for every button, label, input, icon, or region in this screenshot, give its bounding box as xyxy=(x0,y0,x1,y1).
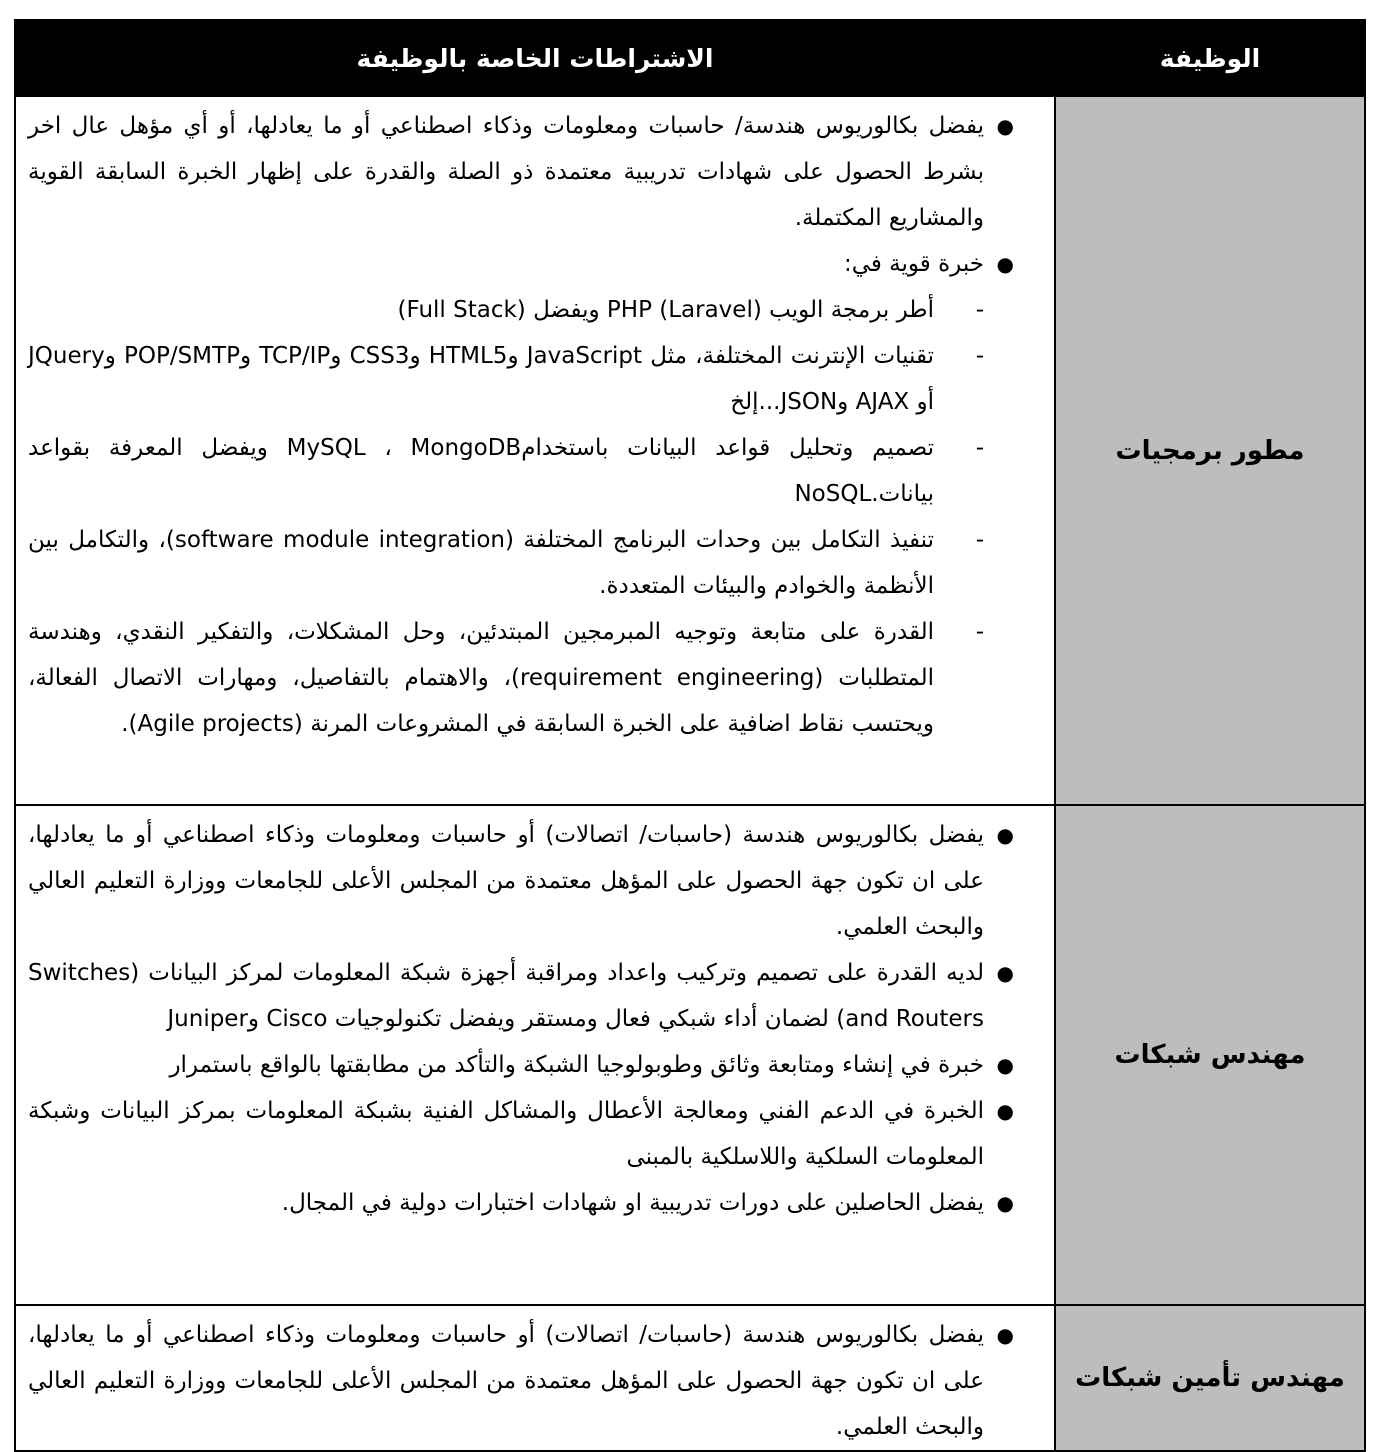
sub-requirement-text: تنفيذ التكامل بين وحدات البرنامج المختلفة (software module integration)، والتكامل بين الأنظمة والخوادم والبيئات المتعددة. xyxy=(28,527,934,599)
requirement-text: الخبرة في الدعم الفني ومعالجة الأعطال والمشاكل الفنية بشبكة المعلومات بمركز البيانات وشبكة المعلومات السلكية واللاسلكية بالمبنى xyxy=(28,1098,984,1170)
requirement-item xyxy=(28,1088,1040,1180)
bullet-icon: ● xyxy=(996,1323,1014,1347)
requirements-list xyxy=(28,812,1040,1226)
sub-requirement-text: القدرة على متابعة وتوجيه المبرمجين المبتدئين، وحل المشكلات، والتفكير النقدي، وهندسة المتطلبات (requirement engineering)، والاهتمام بالتفاصيل، ومهارات الاتصال الفعالة، ويحتسب نقاط اضافية على الخبرة السابقة في المشروعات المرنة (Agile projects). xyxy=(28,619,934,737)
job-row xyxy=(15,1305,1365,1451)
requirements-cell xyxy=(15,1305,1055,1451)
bullet-icon: ● xyxy=(996,252,1014,276)
sub-requirement-item xyxy=(28,609,984,747)
requirement-item xyxy=(28,1312,1040,1450)
dash-icon: - xyxy=(975,527,984,553)
bullet-icon: ● xyxy=(996,114,1014,138)
dash-icon: - xyxy=(975,297,984,323)
sub-requirement-item xyxy=(28,287,984,333)
sub-requirement-item xyxy=(28,333,984,425)
requirements-list xyxy=(28,1312,1040,1450)
requirement-text: يفضل بكالوريوس هندسة (حاسبات/ اتصالات) أو حاسبات ومعلومات وذكاء اصطناعي أو ما يعادلها، على ان تكون جهة الحصول على المؤهل معتمدة من المجلس الأعلى للجامعات ووزارة التعليم العالي والبحث العلمي. xyxy=(28,1322,984,1440)
requirements-cell xyxy=(15,805,1055,1305)
requirement-item xyxy=(28,241,1040,747)
bullet-icon: ● xyxy=(996,823,1014,847)
requirement-text: خبرة قوية في: xyxy=(843,251,984,277)
dash-icon: - xyxy=(975,619,984,645)
requirement-text: يفضل بكالوريوس هندسة/ حاسبات ومعلومات وذكاء اصطناعي أو ما يعادلها، أو أي مؤهل عال اخر بشرط الحصول على شهادات تدريبية معتمدة ذو الصلة والقدرة على إظهار الخبرة السابقة القوية والمشاريع المكتملة. xyxy=(28,113,984,231)
sub-requirement-text: تصميم وتحليل قواعد البيانات باستخدامMySQL ، MongoDB ويفضل المعرفة بقواعد بيانات.NoSQL xyxy=(28,435,935,507)
requirements-column-header: الاشتراطات الخاصة بالوظيفة xyxy=(15,20,1055,96)
requirements-table xyxy=(14,19,1366,1452)
sub-requirement-item xyxy=(28,517,984,609)
requirement-item xyxy=(28,1180,1040,1226)
sub-requirement-item xyxy=(28,425,984,517)
requirements-list xyxy=(28,103,1040,747)
dash-icon: - xyxy=(975,435,984,461)
job-title: مهندس تأمين شبكات xyxy=(1055,1305,1365,1451)
requirements-cell xyxy=(15,96,1055,805)
bullet-icon: ● xyxy=(996,1053,1014,1077)
job-column-header: الوظيفة xyxy=(1055,20,1365,96)
job-title: مهندس شبكات xyxy=(1055,805,1365,1305)
requirement-item xyxy=(28,1042,1040,1088)
sub-requirement-text: تقنيات الإنترنت المختلفة، مثل JavaScript وHTML5 وCSS3 وTCP/IP وPOP/SMTP وJQuery أو AJAX وJSON...إلخ xyxy=(28,343,935,415)
requirement-text: يفضل بكالوريوس هندسة (حاسبات/ اتصالات) أو حاسبات ومعلومات وذكاء اصطناعي أو ما يعادلها، على ان تكون جهة الحصول على المؤهل معتمدة من المجلس الأعلى للجامعات ووزارة التعليم العالي والبحث العلمي. xyxy=(28,822,984,940)
requirement-text: يفضل الحاصلين على دورات تدريبية او شهادات اختبارات دولية في المجال. xyxy=(281,1190,984,1216)
job-row xyxy=(15,805,1365,1305)
requirement-item xyxy=(28,103,1040,241)
table-header-row xyxy=(15,20,1365,96)
bullet-icon: ● xyxy=(996,961,1014,985)
bullet-icon: ● xyxy=(996,1191,1014,1215)
bullet-icon: ● xyxy=(996,1099,1014,1123)
sub-requirements-list xyxy=(28,287,984,747)
job-title: مطور برمجيات xyxy=(1055,96,1365,805)
dash-icon: - xyxy=(975,343,984,369)
requirement-item xyxy=(28,950,1040,1042)
sub-requirement-text: أطر برمجة الويب PHP (Laravel) ويفضل (Full Stack) xyxy=(397,297,934,323)
requirement-text: خبرة في إنشاء ومتابعة وثائق وطوبولوجيا الشبكة والتأكد من مطابقتها بالواقع باستمرار xyxy=(169,1052,984,1078)
job-row xyxy=(15,96,1365,805)
requirement-text: لديه القدرة على تصميم وتركيب واعداد ومراقبة أجهزة شبكة المعلومات لمركز البيانات (Switches and Routers) لضمان أداء شبكي فعال ومستقر ويفضل تكنولوجيات Cisco وJuniper xyxy=(28,960,984,1032)
requirement-item xyxy=(28,812,1040,950)
